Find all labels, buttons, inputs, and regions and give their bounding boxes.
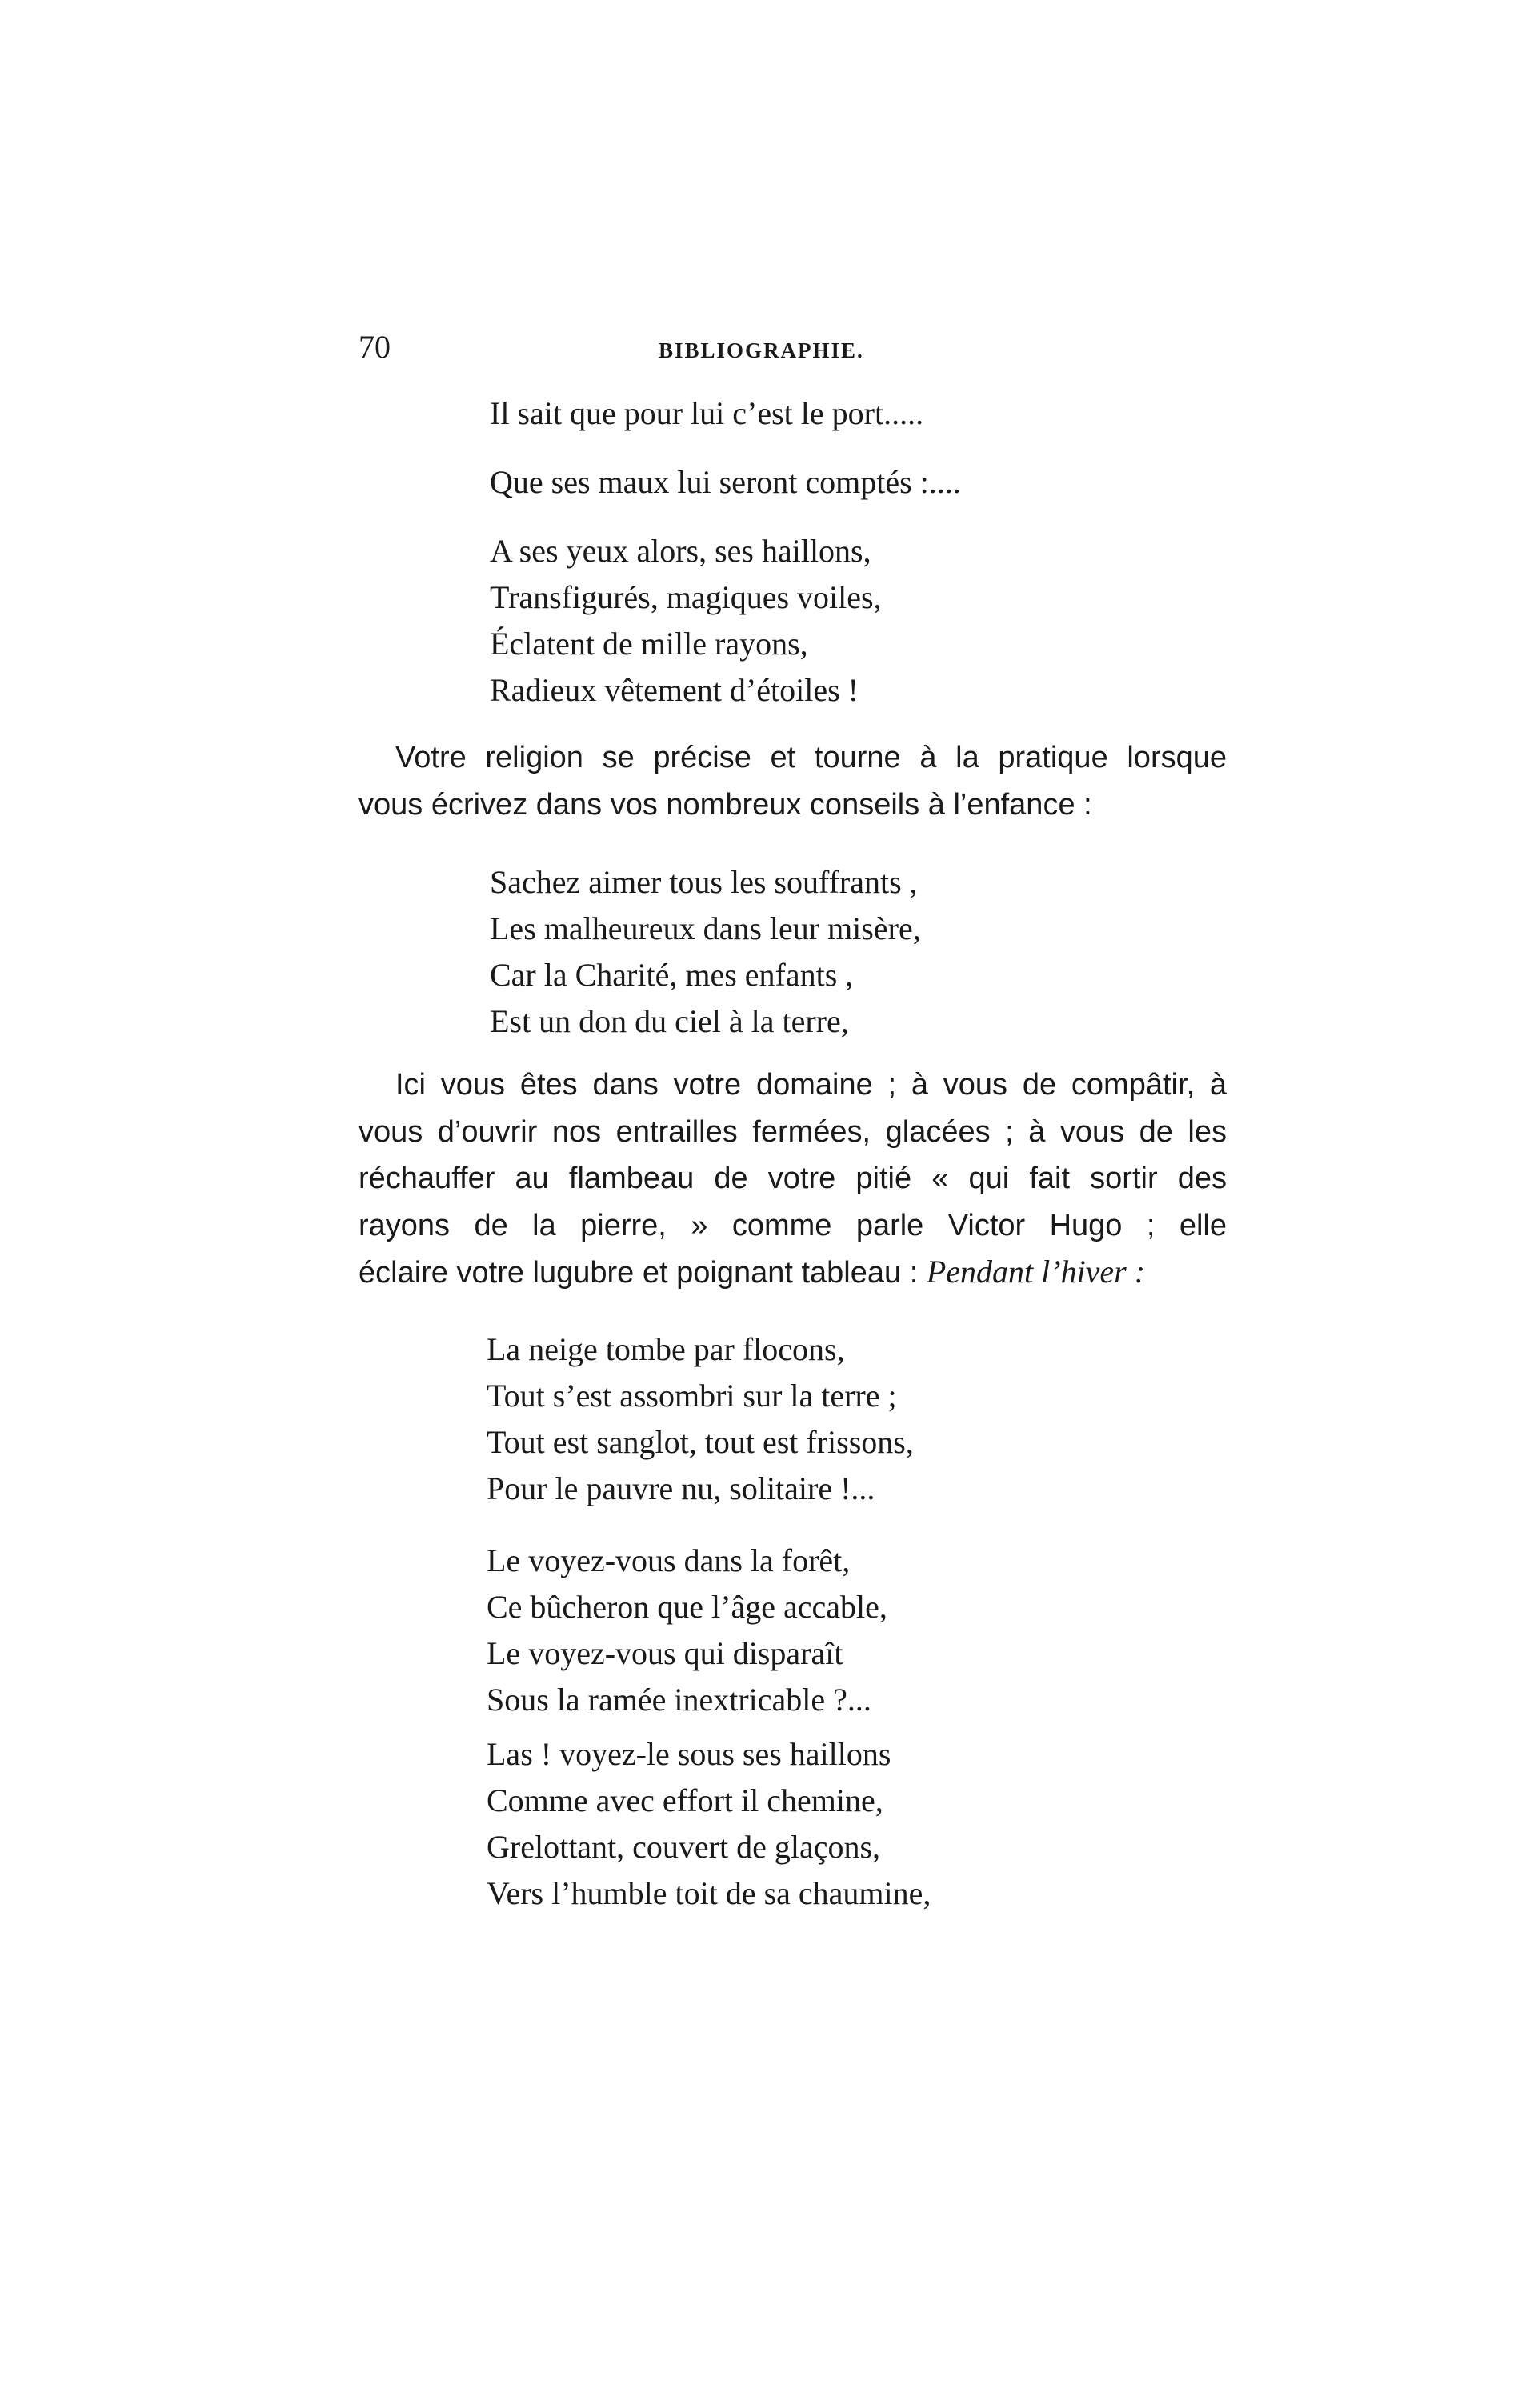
stanza	[487, 1538, 887, 1723]
verse-line: Las ! voyez-le sous ses haillons	[487, 1736, 891, 1772]
prose-line	[358, 1249, 1227, 1297]
verse-line: Transfigurés, magiques voiles,	[490, 579, 882, 615]
verse-line: Que ses maux lui seront comptés :....	[490, 464, 961, 500]
prose-line: vous d’ouvrir nos entrailles fermées, glacées ; à vous de les	[358, 1114, 1227, 1149]
verse-line: Vers l’humble toit de sa chaumine,	[487, 1875, 931, 1911]
verse-line: Radieux vêtement d’étoiles !	[490, 672, 859, 708]
verse-line: Le voyez-vous qui disparaît	[487, 1635, 843, 1671]
page-number: 70	[358, 329, 391, 365]
stanza	[487, 1326, 914, 1512]
prose-line: vous écrivez dans vos nombreux conseils à l’enfance :	[358, 787, 1092, 822]
prose-line: Votre religion se précise et tourne à la pratique lorsque	[395, 741, 1227, 774]
verse-line: Grelottant, couvert de glaçons,	[487, 1829, 881, 1865]
stanza	[487, 1731, 931, 1917]
stanza	[490, 528, 882, 714]
prose-paragraph	[358, 1062, 1227, 1297]
verse-line-block	[490, 459, 961, 506]
verse-line: Ce bûcheron que l’âge accable,	[487, 1589, 887, 1625]
verse-line: Car la Charité, mes enfants ,	[490, 957, 854, 993]
verse-line: Pour le pauvre nu, solitaire !...	[487, 1470, 875, 1506]
italic-title: Pendant l’hiver :	[926, 1254, 1146, 1290]
verse-line: A ses yeux alors, ses haillons,	[490, 533, 871, 569]
verse-line: La neige tombe par flocons,	[487, 1331, 845, 1367]
verse-line: Le voyez-vous dans la forêt,	[487, 1542, 851, 1578]
verse-line: Sous la ramée inextricable ?...	[487, 1682, 871, 1718]
verse-line: Comme avec effort il chemine,	[487, 1782, 883, 1818]
prose-line: Ici vous êtes dans votre domaine ; à vous de compâtir, à	[395, 1068, 1227, 1102]
running-head: BIBLIOGRAPHIE.	[659, 338, 864, 362]
page-header	[358, 323, 1239, 371]
verse-line: Tout s’est assombri sur la terre ;	[487, 1378, 897, 1414]
prose-line-text: éclaire votre lugubre et poignant tableau :	[358, 1256, 919, 1290]
prose-paragraph	[358, 734, 1227, 828]
verse-line-block	[490, 390, 923, 437]
verse-line: Tout est sanglot, tout est frissons,	[487, 1424, 914, 1460]
verse-line: Éclatent de mille rayons,	[490, 626, 808, 662]
verse-line: Sachez aimer tous les souffrants ,	[490, 864, 918, 900]
prose-line: rayons de la pierre, » comme parle Victor Hugo ; elle	[358, 1208, 1227, 1242]
stanza	[490, 859, 921, 1045]
prose-line: réchauffer au flambeau de votre pitié « qui fait sortir des	[358, 1162, 1227, 1195]
verse-line: Est un don du ciel à la terre,	[490, 1003, 849, 1039]
verse-line: Il sait que pour lui c’est le port.....	[490, 395, 924, 431]
verse-line: Les malheureux dans leur misère,	[490, 910, 921, 946]
